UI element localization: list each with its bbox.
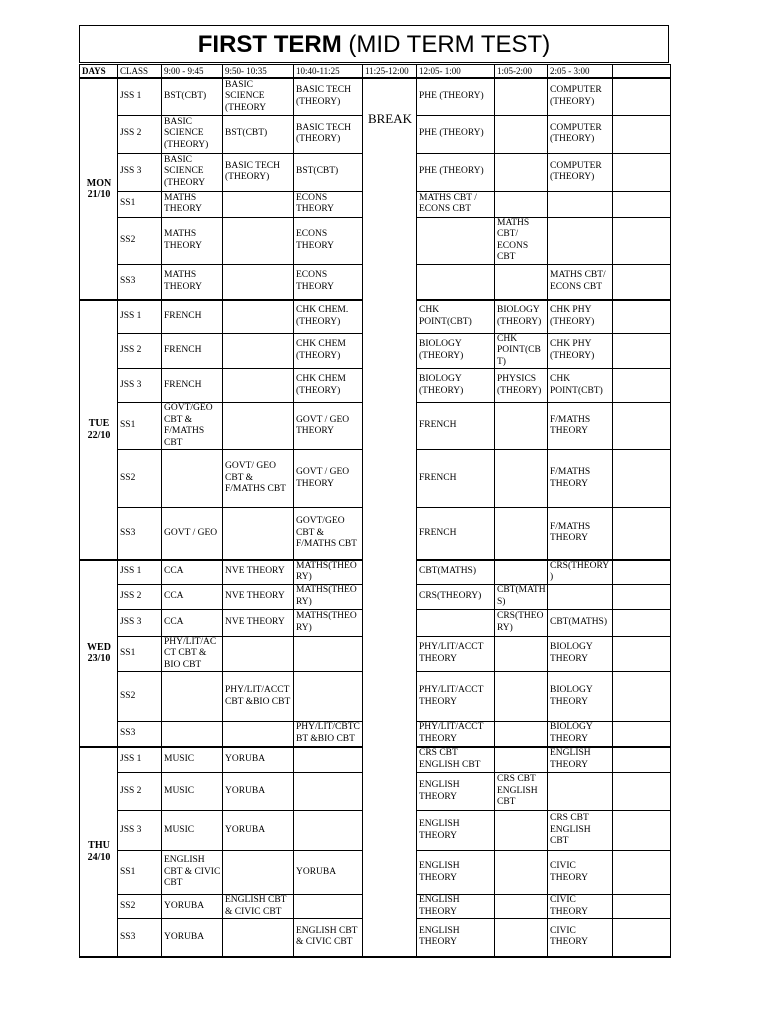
period-cell: CCA xyxy=(162,560,223,585)
period-cell: ENGLISH THEORY xyxy=(417,773,495,811)
period-cell: GOVT/GEO CBT & F/MATHS CBT xyxy=(294,508,363,560)
period-cell: ECONS THEORY xyxy=(294,191,363,217)
header-cell: 2:05 - 3:00 xyxy=(548,65,613,79)
period-cell: CHK CHEM (THEORY) xyxy=(294,333,363,369)
period-cell: BIOLOGY (THEORY) xyxy=(495,300,548,333)
period-cell: FRENCH xyxy=(417,450,495,508)
header-cell: 1:05-2:00 xyxy=(495,65,548,79)
empty-cell xyxy=(613,78,671,115)
period-cell: MATHS(THEORY) xyxy=(294,584,363,609)
period-cell: COMPUTER (THEORY) xyxy=(548,115,613,153)
empty-cell xyxy=(613,895,671,919)
period-cell xyxy=(294,773,363,811)
period-cell xyxy=(223,508,294,560)
empty-cell xyxy=(613,636,671,672)
period-cell: BIOLOGY THEORY xyxy=(548,636,613,672)
header-cell: 11:25-12:00 xyxy=(363,65,417,79)
class-cell: JSS 2 xyxy=(118,115,162,153)
period-cell xyxy=(162,672,223,722)
empty-cell xyxy=(613,584,671,609)
header-cell: DAYS xyxy=(80,65,118,79)
class-cell: SS2 xyxy=(118,895,162,919)
class-cell: SS1 xyxy=(118,191,162,217)
class-cell: JSS 3 xyxy=(118,609,162,636)
period-cell: CBT(MATHS) xyxy=(417,560,495,585)
period-cell: MATHS THEORY xyxy=(162,191,223,217)
period-cell xyxy=(223,217,294,264)
title-bold: FIRST TERM xyxy=(197,31,342,58)
header-row xyxy=(80,65,671,79)
period-cell: PHE (THEORY) xyxy=(417,78,495,115)
period-cell xyxy=(548,191,613,217)
period-cell: PHE (THEORY) xyxy=(417,153,495,191)
period-cell xyxy=(548,584,613,609)
class-cell: JSS 3 xyxy=(118,153,162,191)
period-cell xyxy=(162,450,223,508)
period-cell: CRS(THEORY) xyxy=(548,560,613,585)
empty-cell xyxy=(613,672,671,722)
period-cell: BASIC SCIENCE (THEORY xyxy=(162,153,223,191)
period-cell: BASIC TECH (THEORY) xyxy=(294,78,363,115)
empty-cell xyxy=(613,403,671,450)
header-cell: 12:05- 1:00 xyxy=(417,65,495,79)
period-cell xyxy=(495,403,548,450)
period-cell: ENGLISH THEORY xyxy=(548,747,613,773)
period-cell: NVE THEORY xyxy=(223,584,294,609)
period-cell xyxy=(495,78,548,115)
period-cell xyxy=(223,333,294,369)
empty-cell xyxy=(613,811,671,851)
period-cell: CHK CHEM. (THEORY) xyxy=(294,300,363,333)
period-cell: CHK CHEM (THEORY) xyxy=(294,369,363,403)
period-cell: FRENCH xyxy=(162,369,223,403)
period-cell: MATHS(THEORY) xyxy=(294,609,363,636)
class-cell: SS1 xyxy=(118,403,162,450)
period-cell: MATHS CBT / ECONS CBT xyxy=(417,191,495,217)
period-cell: PHY/LIT/ACCT THEORY xyxy=(417,722,495,747)
period-cell: YORUBA xyxy=(223,773,294,811)
period-cell: F/MATHS THEORY xyxy=(548,403,613,450)
period-cell xyxy=(495,919,548,957)
period-cell: FRENCH xyxy=(162,300,223,333)
period-cell xyxy=(495,508,548,560)
class-cell: SS3 xyxy=(118,919,162,957)
period-cell: PHY/LIT/ACCT THEORY xyxy=(417,672,495,722)
empty-cell xyxy=(613,333,671,369)
period-cell: MATHS CBT/ ECONS CBT xyxy=(495,217,548,264)
period-cell: ENGLISH THEORY xyxy=(417,811,495,851)
class-cell: JSS 1 xyxy=(118,747,162,773)
class-cell: SS2 xyxy=(118,672,162,722)
break-column xyxy=(363,78,417,957)
period-cell xyxy=(223,636,294,672)
period-cell xyxy=(417,217,495,264)
period-cell: MATHS THEORY xyxy=(162,217,223,264)
empty-cell xyxy=(613,450,671,508)
empty-cell xyxy=(613,300,671,333)
class-cell: SS2 xyxy=(118,217,162,264)
period-cell: NVE THEORY xyxy=(223,609,294,636)
period-cell xyxy=(548,217,613,264)
period-cell xyxy=(223,191,294,217)
period-cell: ENGLISH THEORY xyxy=(417,919,495,957)
empty-cell xyxy=(613,919,671,957)
period-cell: PHY/LIT/ACCT CBT &BIO CBT xyxy=(223,672,294,722)
class-cell: SS3 xyxy=(118,508,162,560)
break-label: BREAK xyxy=(367,111,413,126)
period-cell: CRS(THEORY) xyxy=(417,584,495,609)
period-cell: COMPUTER (THEORY) xyxy=(548,153,613,191)
period-cell: CRS CBT ENGLISH CBT xyxy=(548,811,613,851)
period-cell: BASIC SCIENCE (THEORY xyxy=(223,78,294,115)
period-cell xyxy=(495,895,548,919)
period-cell xyxy=(162,722,223,747)
header-cell-empty xyxy=(613,65,671,79)
period-cell: ENGLISH CBT & CIVIC CBT xyxy=(223,895,294,919)
class-cell: SS1 xyxy=(118,851,162,895)
period-cell: GOVT / GEO THEORY xyxy=(294,450,363,508)
period-cell xyxy=(223,264,294,300)
period-cell xyxy=(417,264,495,300)
period-cell: MUSIC xyxy=(162,773,223,811)
day-cell: TUE 22/10 xyxy=(80,300,118,560)
period-cell: FRENCH xyxy=(417,403,495,450)
table-row xyxy=(80,78,671,115)
period-cell: BASIC TECH (THEORY) xyxy=(223,153,294,191)
class-cell: JSS 1 xyxy=(118,300,162,333)
period-cell xyxy=(495,722,548,747)
period-cell: CCA xyxy=(162,609,223,636)
class-cell: JSS 2 xyxy=(118,333,162,369)
period-cell xyxy=(495,191,548,217)
period-cell: GOVT / GEO xyxy=(162,508,223,560)
empty-cell xyxy=(613,609,671,636)
header-cell: 9:50- 10:35 xyxy=(223,65,294,79)
period-cell xyxy=(294,895,363,919)
period-cell xyxy=(223,403,294,450)
period-cell: ENGLISH THEORY xyxy=(417,895,495,919)
period-cell xyxy=(495,851,548,895)
empty-cell xyxy=(613,264,671,300)
period-cell: CHK PHY (THEORY) xyxy=(548,333,613,369)
period-cell: ECONS THEORY xyxy=(294,217,363,264)
empty-cell xyxy=(613,369,671,403)
period-cell: PHY/LIT/ACCT THEORY xyxy=(417,636,495,672)
period-cell: CHK PHY (THEORY) xyxy=(548,300,613,333)
period-cell: CBT(MATHS) xyxy=(495,584,548,609)
empty-cell xyxy=(613,191,671,217)
period-cell xyxy=(223,851,294,895)
class-cell: JSS 2 xyxy=(118,584,162,609)
period-cell xyxy=(495,115,548,153)
class-cell: JSS 1 xyxy=(118,78,162,115)
class-cell: SS2 xyxy=(118,450,162,508)
period-cell: YORUBA xyxy=(162,919,223,957)
empty-cell xyxy=(613,722,671,747)
period-cell: PHYSICS (THEORY) xyxy=(495,369,548,403)
period-cell: ENGLISH CBT & CIVIC CBT xyxy=(162,851,223,895)
period-cell: ENGLISH CBT & CIVIC CBT xyxy=(294,919,363,957)
day-cell: THU 24/10 xyxy=(80,747,118,957)
period-cell: YORUBA xyxy=(223,811,294,851)
period-cell: ENGLISH THEORY xyxy=(417,851,495,895)
empty-cell xyxy=(613,217,671,264)
period-cell xyxy=(223,300,294,333)
title-rest: (MID TERM TEST) xyxy=(341,31,551,58)
period-cell: CRS(THEORY) xyxy=(495,609,548,636)
period-cell xyxy=(548,773,613,811)
period-cell: PHY/LIT/ACCT CBT & BIO CBT xyxy=(162,636,223,672)
period-cell: NVE THEORY xyxy=(223,560,294,585)
period-cell xyxy=(495,153,548,191)
page-title xyxy=(79,25,669,63)
period-cell: CIVIC THEORY xyxy=(548,919,613,957)
class-cell: JSS 1 xyxy=(118,560,162,585)
period-cell xyxy=(223,722,294,747)
header-cell: 9:00 - 9:45 xyxy=(162,65,223,79)
period-cell: FRENCH xyxy=(162,333,223,369)
period-cell: CRS CBT ENGLISH CBT xyxy=(417,747,495,773)
empty-cell xyxy=(613,851,671,895)
period-cell xyxy=(495,450,548,508)
period-cell: CHK POINT(CBT) xyxy=(495,333,548,369)
class-cell: SS3 xyxy=(118,722,162,747)
class-cell: JSS 2 xyxy=(118,773,162,811)
period-cell xyxy=(223,919,294,957)
day-cell: MON 21/10 xyxy=(80,78,118,300)
period-cell xyxy=(495,264,548,300)
class-cell: JSS 3 xyxy=(118,369,162,403)
period-cell: CIVIC THEORY xyxy=(548,851,613,895)
header-cell: 10:40-11:25 xyxy=(294,65,363,79)
period-cell xyxy=(495,636,548,672)
period-cell: MATHS THEORY xyxy=(162,264,223,300)
class-cell: JSS 3 xyxy=(118,811,162,851)
period-cell xyxy=(495,560,548,585)
period-cell: MUSIC xyxy=(162,811,223,851)
period-cell: BIOLOGY THEORY xyxy=(548,722,613,747)
period-cell: MATHS(THEORY) xyxy=(294,560,363,585)
empty-cell xyxy=(613,115,671,153)
period-cell: BST(CBT) xyxy=(294,153,363,191)
period-cell: GOVT / GEO THEORY xyxy=(294,403,363,450)
timetable xyxy=(79,64,671,958)
period-cell: GOVT/ GEO CBT & F/MATHS CBT xyxy=(223,450,294,508)
period-cell: ECONS THEORY xyxy=(294,264,363,300)
empty-cell xyxy=(613,153,671,191)
period-cell: BASIC TECH (THEORY) xyxy=(294,115,363,153)
day-cell: WED 23/10 xyxy=(80,560,118,747)
period-cell xyxy=(223,369,294,403)
period-cell: YORUBA xyxy=(162,895,223,919)
period-cell: BST(CBT) xyxy=(223,115,294,153)
empty-cell xyxy=(613,508,671,560)
period-cell: YORUBA xyxy=(294,851,363,895)
period-cell: F/MATHS THEORY xyxy=(548,508,613,560)
header-cell: CLASS xyxy=(118,65,162,79)
period-cell: MATHS CBT/ ECONS CBT xyxy=(548,264,613,300)
period-cell: BST(CBT) xyxy=(162,78,223,115)
period-cell: CRS CBT ENGLISH CBT xyxy=(495,773,548,811)
class-cell: SS1 xyxy=(118,636,162,672)
period-cell: COMPUTER (THEORY) xyxy=(548,78,613,115)
period-cell xyxy=(294,636,363,672)
period-cell xyxy=(294,747,363,773)
period-cell: BIOLOGY (THEORY) xyxy=(417,333,495,369)
period-cell xyxy=(417,609,495,636)
period-cell: CIVIC THEORY xyxy=(548,895,613,919)
class-cell: SS3 xyxy=(118,264,162,300)
period-cell xyxy=(294,811,363,851)
period-cell: CBT(MATHS) xyxy=(548,609,613,636)
empty-cell xyxy=(613,773,671,811)
period-cell: CHK POINT(CBT) xyxy=(548,369,613,403)
period-cell: PHY/LIT/CBTCBT &BIO CBT xyxy=(294,722,363,747)
period-cell: MUSIC xyxy=(162,747,223,773)
period-cell: CCA xyxy=(162,584,223,609)
period-cell: YORUBA xyxy=(223,747,294,773)
period-cell: FRENCH xyxy=(417,508,495,560)
period-cell: BIOLOGY THEORY xyxy=(548,672,613,722)
period-cell: CHK POINT(CBT) xyxy=(417,300,495,333)
period-cell xyxy=(495,747,548,773)
empty-cell xyxy=(613,747,671,773)
period-cell: BASIC SCIENCE (THEORY) xyxy=(162,115,223,153)
period-cell: GOVT/GEO CBT & F/MATHS CBT xyxy=(162,403,223,450)
period-cell xyxy=(495,811,548,851)
period-cell: PHE (THEORY) xyxy=(417,115,495,153)
period-cell xyxy=(294,672,363,722)
period-cell: BIOLOGY (THEORY) xyxy=(417,369,495,403)
period-cell: F/MATHS THEORY xyxy=(548,450,613,508)
period-cell xyxy=(495,672,548,722)
empty-cell xyxy=(613,560,671,585)
